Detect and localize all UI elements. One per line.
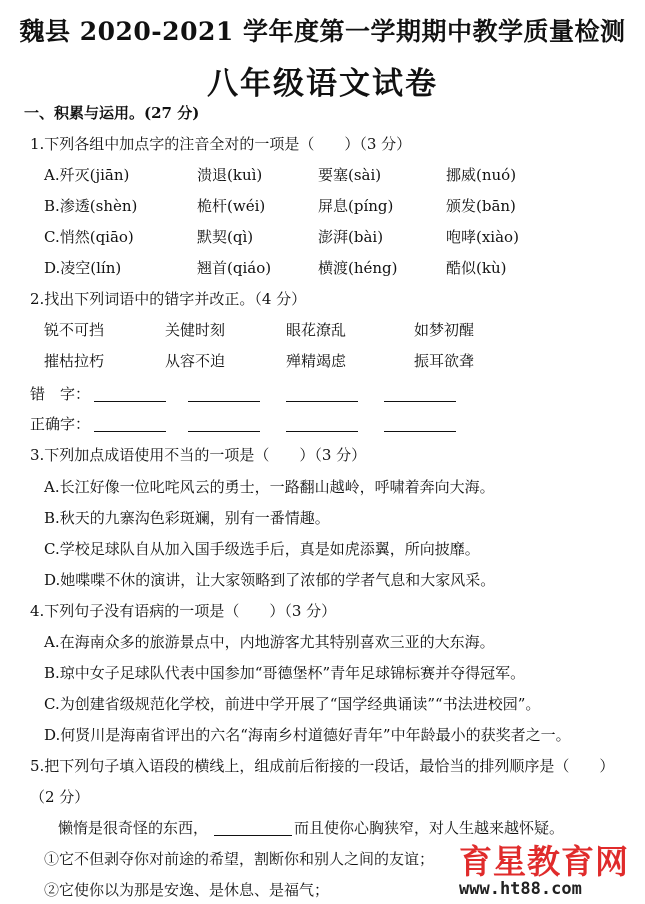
q2-stem: 2.找出下列词语中的错字并改正。（4 分） <box>30 290 307 308</box>
q5-passage-end: 而且使你心胸狭窄，对人生越来越怀疑。 <box>294 819 565 837</box>
q1-option: 屏息(píng) <box>318 197 394 215</box>
q5-passage-blank[interactable] <box>214 834 292 836</box>
q5-item: ①它不但剥夺你对前途的希望，割断你和别人之间的友谊； <box>44 850 435 868</box>
q5-passage-start: 懒惰是很奇怪的东西， <box>58 819 209 837</box>
q1-option: B.渗透(shèn) <box>44 197 138 215</box>
correct-char-blank[interactable] <box>188 430 260 432</box>
q2-word: 如梦初醒 <box>414 321 475 339</box>
q1-option: 颁发(bān) <box>446 197 516 215</box>
q4-option: D.何贤川是海南省评出的六名“海南乡村道德好青年”中年龄最小的获奖者之一。 <box>44 726 571 744</box>
exam-subtitle: 八年级语文试卷 <box>207 66 438 102</box>
q2-word: 摧枯拉朽 <box>44 352 105 370</box>
q1-option: 桅杆(wéi) <box>197 197 266 215</box>
q4-option: A.在海南众多的旅游景点中，内地游客尤其特别喜欢三亚的大东海。 <box>44 633 495 651</box>
q3-option: C.学校足球队自从加入国手级选手后，真是如虎添翼，所向披靡。 <box>44 540 480 558</box>
q1-option: 酷似(kù) <box>446 259 507 277</box>
q1-option: 翘首(qiáo) <box>197 259 272 277</box>
q1-option: 要塞(sài) <box>318 166 382 184</box>
q4-option: C.为创建省级规范化学校，前进中学开展了“国学经典诵读”“书法进校园”。 <box>44 695 541 713</box>
q1-stem: 1.下列各组中加点字的注音全对的一项是（ ）（3 分） <box>30 135 412 153</box>
correct-char-blank[interactable] <box>94 430 166 432</box>
q1-option: 横渡(héng) <box>318 259 398 277</box>
correct-char-blank[interactable] <box>384 430 456 432</box>
wrong-char-label: 错 字： <box>30 385 91 403</box>
q5-stem: 5.把下列句子填入语段的横线上，组成前后衔接的一段话，最恰当的排列顺序是（ ） <box>30 757 615 775</box>
wrong-char-blank[interactable] <box>94 400 166 402</box>
q3-option: D.她喋喋不休的演讲，让大家领略到了浓郁的学者气息和大家风采。 <box>44 571 496 589</box>
q1-option: 默契(qì) <box>197 228 254 246</box>
q1-option: 咆哮(xiào) <box>446 228 519 246</box>
q2-word: 殚精竭虑 <box>286 352 347 370</box>
exam-title: 魏县 2020-2021 学年度第一学期期中教学质量检测 <box>19 17 626 46</box>
q4-stem: 4.下列句子没有语病的一项是（ ）（3 分） <box>30 602 337 620</box>
q1-option: 挪威(nuó) <box>446 166 517 184</box>
q2-word: 振耳欲聋 <box>414 352 475 370</box>
watermark-logo-text: 育星教育网 <box>459 842 629 881</box>
q2-word: 眼花潦乱 <box>286 321 347 339</box>
wrong-char-blank[interactable] <box>286 400 358 402</box>
correct-char-label: 正确字： <box>30 415 91 433</box>
correct-char-blank[interactable] <box>286 430 358 432</box>
site-watermark <box>459 844 639 902</box>
q5-score: （2 分） <box>30 788 90 806</box>
q1-option: A.歼灭(jiān) <box>44 166 130 184</box>
q3-option: A.长江好像一位叱咤风云的勇士，一路翻山越岭，呼啸着奔向大海。 <box>44 478 495 496</box>
q1-option: 溃退(kuì) <box>197 166 263 184</box>
q1-option: 澎湃(bài) <box>318 228 384 246</box>
wrong-char-blank[interactable] <box>384 400 456 402</box>
q2-word: 从容不迫 <box>165 352 226 370</box>
wrong-char-blank[interactable] <box>188 400 260 402</box>
watermark-url: www.ht88.com <box>459 879 582 899</box>
section-heading: 一、积累与运用。(27 分) <box>24 104 200 122</box>
q2-word: 关健时刻 <box>165 321 226 339</box>
q1-option: D.凌空(lín) <box>44 259 122 277</box>
q3-option: B.秋天的九寨沟色彩斑斓，别有一番情趣。 <box>44 509 330 527</box>
q1-option: C.悄然(qiāo) <box>44 228 134 246</box>
q3-stem: 3.下列加点成语使用不当的一项是（ ）（3 分） <box>30 446 367 464</box>
q5-item: ②它使你以为那是安逸、是休息、是福气； <box>44 881 330 899</box>
q2-word: 锐不可挡 <box>44 321 105 339</box>
q4-option: B.琼中女子足球队代表中国参加“哥德堡杯”青年足球锦标赛并夺得冠军。 <box>44 664 526 682</box>
